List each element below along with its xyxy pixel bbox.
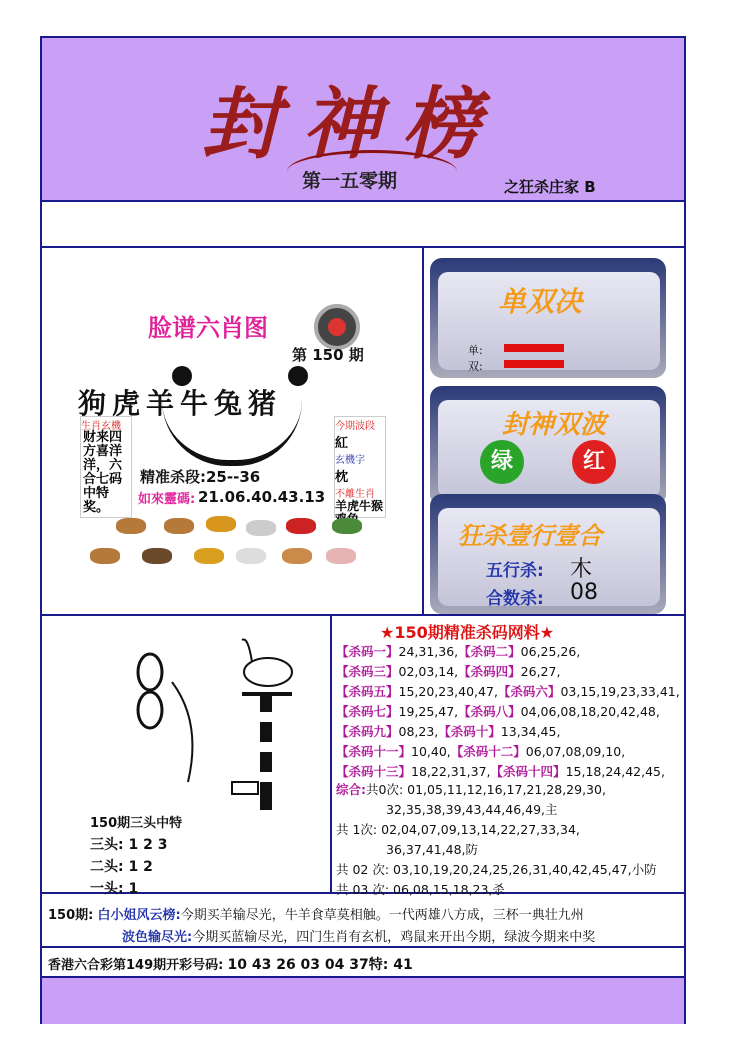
kill-values: 06,25,26, (520, 644, 581, 659)
kill-label: 【杀码八】 (458, 704, 521, 719)
kill-row (336, 682, 680, 700)
animal-icon (206, 516, 236, 532)
zodiac-secret-box (80, 416, 132, 518)
animal-icon (246, 520, 276, 536)
kill-label: 【杀码十四】 (490, 764, 566, 779)
kill-label: 【杀码二】 (458, 644, 521, 659)
header (42, 38, 684, 202)
kill-values: 08,23, (398, 724, 439, 739)
result-label: 香港六合彩第149期开彩号码: (48, 958, 224, 973)
kill-label: 【杀码五】 (336, 684, 399, 699)
zodiac-secret-body: 财来四方喜洋洋，六合七码中特奖。 (83, 430, 123, 515)
kill-values: 02,03,14, (398, 664, 459, 679)
double-wave-inner (438, 400, 660, 498)
rule-label: 如來靈碼: (138, 492, 196, 507)
kill-values: 19,25,47, (398, 704, 459, 719)
head-value: 1 (128, 881, 139, 897)
blank-band (42, 202, 684, 248)
odd-even-panel (430, 258, 666, 378)
kill-values: 15,20,23,40,47, (398, 684, 498, 699)
kill-values: 04,06,08,18,20,42,48, (520, 704, 660, 719)
bottom-divider (330, 616, 332, 892)
summary-0: 共0次: 01,05,11,12,16,17,21,28,29,30, (366, 782, 606, 797)
animal-icon (286, 518, 316, 534)
summary-row: 共 03 次: 06,08,15,18,23,杀 (336, 882, 505, 897)
kill-label: 【杀码十一】 (336, 744, 412, 759)
sum-kill-value: 08 (570, 580, 598, 605)
element-inner (438, 508, 660, 609)
animal-icon (326, 548, 356, 564)
puzzle-illustration (92, 632, 312, 810)
five-element-label: 五行杀: (486, 561, 544, 581)
footer-row-3 (48, 954, 413, 974)
wave-value: 紅 (335, 436, 349, 451)
kill-values: 15,18,24,42,45, (565, 764, 665, 779)
kill-label: 【杀码七】 (336, 704, 399, 719)
kill-values: 03,15,19,23,33,41, (560, 684, 680, 699)
kill-label: 【杀码四】 (458, 664, 521, 679)
page-title: 封神榜 (202, 79, 503, 170)
footer-period: 150期: (48, 908, 94, 923)
animal-icon (116, 518, 146, 534)
zodiac-secret-head: 生肖玄機 (81, 421, 121, 432)
animal-icon (90, 548, 120, 564)
kill-values: 24,31,36, (398, 644, 459, 659)
kill-row (336, 742, 625, 760)
animal-icon (332, 518, 362, 534)
five-element-value: 木 (570, 557, 593, 582)
kill-row (336, 702, 660, 720)
head-row (90, 856, 153, 876)
odd-even-title: 单双决 (498, 285, 583, 318)
kill-code-title: ★150期精准杀码网料★ (380, 623, 555, 642)
odd-label: 单: (468, 344, 483, 357)
head-value: 1 2 3 (128, 837, 168, 853)
summary-row (336, 780, 606, 798)
zodiac-list: 狗虎羊牛兔猪 (78, 387, 283, 420)
summary-row: 32,35,38,39,43,44,46,49,主 (386, 802, 558, 817)
summary-row: 共 1次: 02,04,07,09,13,14,22,27,33,34, (336, 822, 580, 837)
green-ball: 绿 (480, 440, 524, 484)
wave-head: 今期波段 (335, 421, 375, 432)
element-title: 狂杀壹行壹合 (458, 522, 602, 550)
wave-box (334, 416, 386, 518)
animal-icon (194, 548, 224, 564)
kill-row (336, 762, 665, 780)
head-label: 一头: (90, 881, 124, 897)
kill-label: 【杀码十二】 (450, 744, 526, 759)
animal-icon (142, 548, 172, 564)
precise-kill: 精准杀段:25--36 (140, 468, 261, 486)
double-wave-title: 封神双波 (502, 410, 607, 440)
faces-title: 脸谱六肖图 (148, 314, 268, 342)
kill-row (336, 642, 580, 660)
fixed-zodiac: 羊虎牛猴 (335, 499, 384, 513)
kill-values: 26,27, (520, 664, 561, 679)
secret-word-head: 玄機字 (335, 455, 365, 466)
even-redbar (504, 360, 564, 368)
kill-values: 18,22,31,37, (411, 764, 491, 779)
odd-redbar (504, 344, 564, 352)
result-numbers: 10 43 26 03 04 37特: 41 (227, 957, 413, 973)
animal-icon (164, 518, 194, 534)
brand-label: 之狂杀庄家 B (504, 178, 596, 196)
kill-values: 10,40, (411, 744, 451, 759)
secret-word: 枕 (335, 470, 349, 485)
kill-label: 【杀码一】 (336, 644, 399, 659)
animal-illustrations (86, 512, 376, 572)
even-label: 双: (468, 360, 483, 373)
footer-text-1: 今期买羊输尽光，牛羊食草莫相触。一代两雄八方成，三杯一典壮九州 (180, 908, 584, 923)
kill-label: 【杀码十】 (438, 724, 501, 739)
red-ball: 红 (572, 440, 616, 484)
summary-row: 36,37,41,48,防 (386, 842, 479, 857)
animal-icon (282, 548, 312, 564)
head-value: 1 2 (128, 859, 153, 875)
page-frame (40, 36, 686, 1024)
fixed-zodiac-head: 不離生肖 (335, 489, 375, 500)
kill-label: 【杀码九】 (336, 724, 399, 739)
kill-row (336, 662, 560, 680)
kill-label: 【杀码三】 (336, 664, 399, 679)
kill-label: 【杀码六】 (497, 684, 561, 699)
head-label: 三头: (90, 837, 124, 853)
bottom-band (42, 978, 684, 1024)
kill-row (336, 722, 560, 740)
odd-even-inner (438, 272, 660, 373)
kill-label: 【杀码十三】 (336, 764, 412, 779)
animal-icon (236, 548, 266, 564)
footer-row-2 (122, 926, 595, 945)
head-label: 二头: (90, 859, 124, 875)
footer-row-1 (48, 904, 584, 923)
element-panel (430, 494, 666, 614)
kill-values: 06,07,08,09,10, (525, 744, 626, 759)
middle-divider (422, 248, 424, 614)
summary-row: 共 02 次: 03,10,19,20,24,25,26,31,40,42,45,47,小防 (336, 862, 657, 877)
head-row (90, 834, 167, 854)
sum-kill-label: 合数杀: (486, 589, 544, 609)
footer-label-2: 波色输尽光: (122, 930, 193, 945)
double-wave-panel (430, 386, 666, 506)
rule-value: 21.06.40.43.13 (198, 488, 326, 506)
summary-label: 综合: (336, 782, 366, 797)
footer-text-2: 今期买蓝输尽光，四门生肖有玄机，鸡鼠来开出今期，绿波今期来中奖 (192, 930, 596, 945)
footer-label-1: 白小姐风云榜: (97, 908, 181, 923)
issue-label: 第一五零期 (302, 170, 398, 192)
kill-values: 13,34,45, (500, 724, 561, 739)
faces-period: 第 150 期 (292, 346, 364, 364)
three-head-title: 150期三头中特 (90, 816, 183, 831)
right-eye-icon (288, 366, 308, 386)
